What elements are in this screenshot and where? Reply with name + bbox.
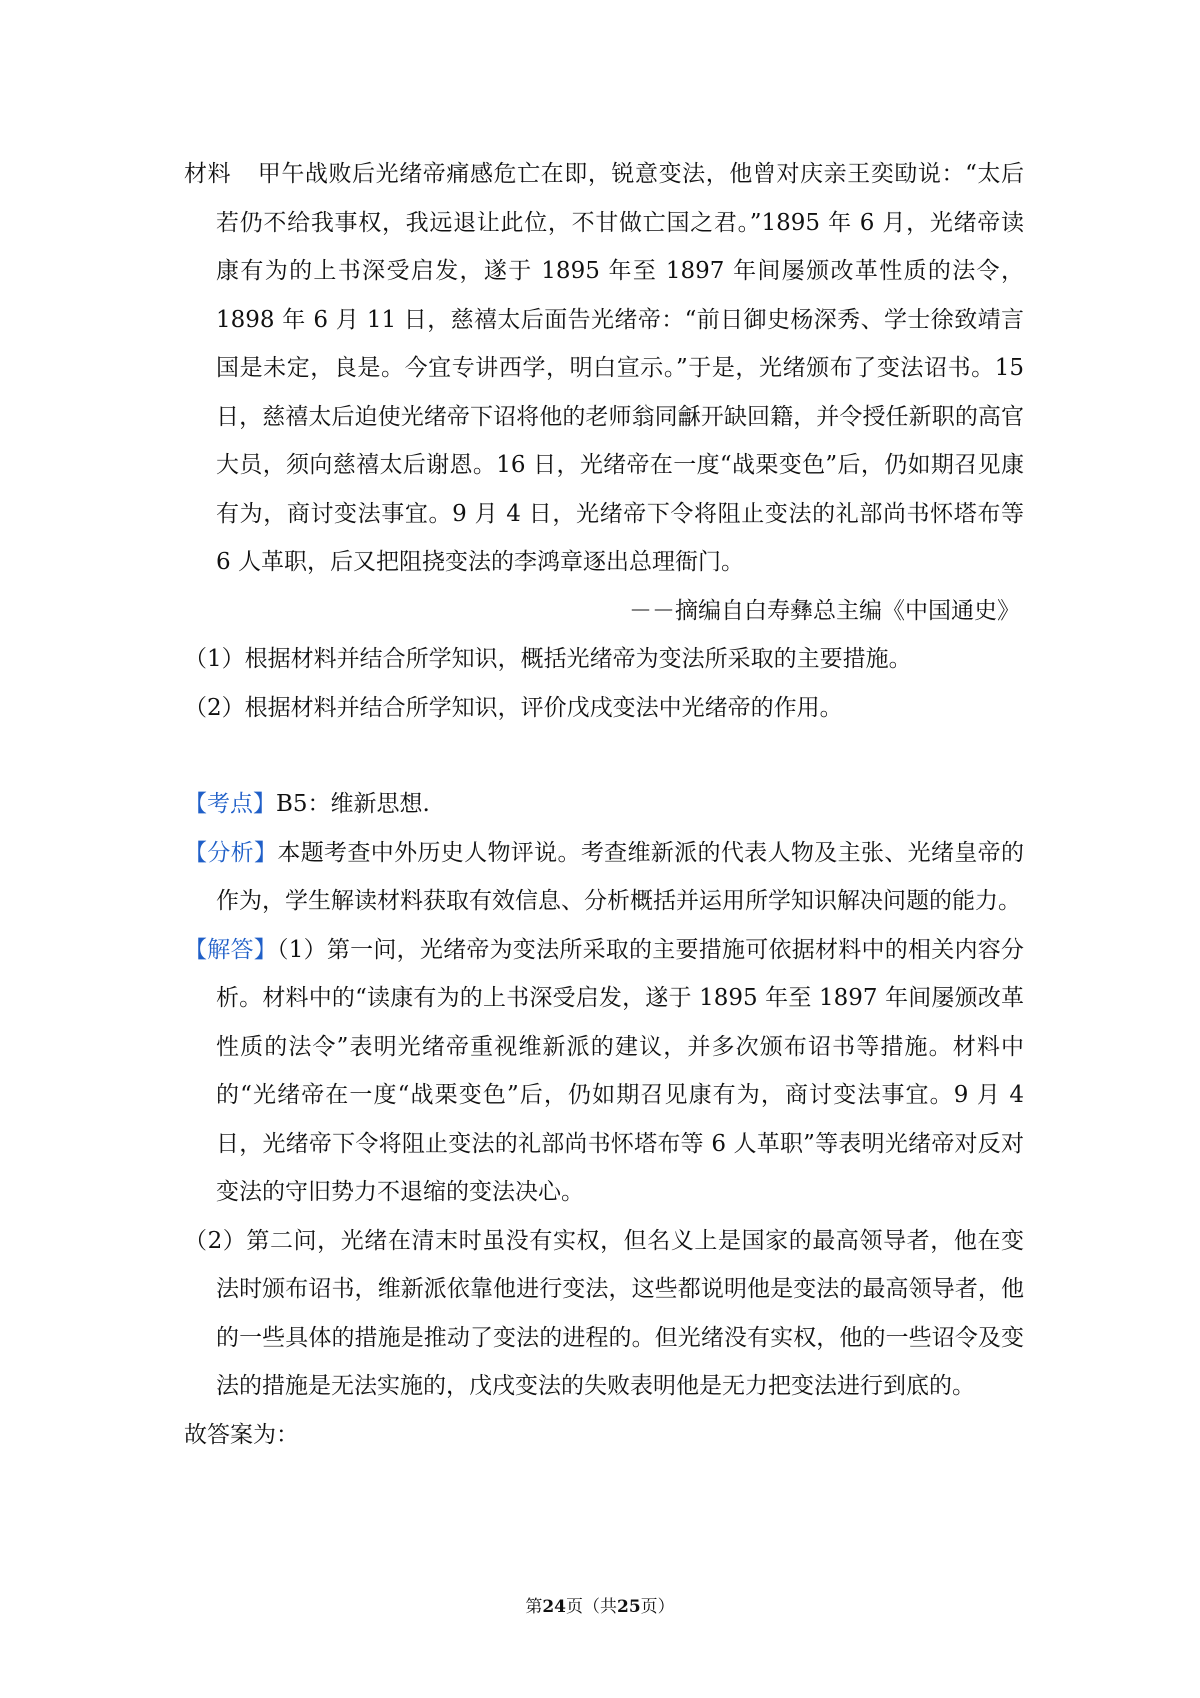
footer-prefix: 第 bbox=[525, 1597, 543, 1617]
fenxi-text: 本题考查中外历史人物评说。考查维新派的代表人物及主张、光绪皇帝的作为，学生解读材料获取有效信息、分析概括并运用所学知识解决问题的能力。 bbox=[216, 839, 1025, 914]
fenxi-tag: 【分析】 bbox=[184, 839, 278, 866]
jieda-part2: （2）第二问，光绪在清末时虽没有实权，但名义上是国家的最高领导者，他在变法时颁布诏书，维新派依靠他进行变法，这些都说明他是变法的最高领导者，他的一些具体的措施是推动了变法的进程的。但光绪没有实权，他的一些诏令及变法的措施是无法实施的，戊戌变法的失败表明他是无力把变法进行到底的。 bbox=[184, 1227, 1024, 1399]
question-2: （2）根据材料并结合所学知识，评价戊戌变法中光绪帝的作用。 bbox=[184, 694, 843, 721]
kaodian-tag: 【考点】 bbox=[184, 791, 276, 817]
footer-total-pages: 25 bbox=[617, 1597, 641, 1617]
kaodian-text: B5：维新思想. bbox=[276, 791, 430, 817]
material-text: 甲午战败后光绪帝痛感危亡在即，锐意变法，他曾对庆亲王奕劻说：“太后若仍不给我事权，我远退让此位，不甘做亡国之君。”1895 年 6 月，光绪帝读康有为的上书深受启发，遂于 1895 年至 1897 年间屡颁改革性质的法令，1898 年 6 月 11 日，慈禧太后面告光绪帝：“前日御史杨深秀、学士徐致靖言国是未定，良是。今宜专讲西学，明白宣示。”于是，光绪颁布了变法诏书。15 日，慈禧太后迫使光绪帝下诏将他的老师翁同龢开缺回籍，并令授任新职的高官大员，须向慈禧太后谢恩。16 日，光绪帝在一度“战栗变色”后，仍如期召见康有为，商讨变法事宜。9 月 4 日，光绪帝下令将阻止变法的礼部尚书怀塔布等 6 人革职，后又把阻挠变法的李鸿章逐出总理衙门。 bbox=[216, 161, 1024, 575]
material-source: －－摘编自白寿彝总主编《中国通史》 bbox=[629, 597, 1020, 624]
conclusion-text: 故答案为： bbox=[184, 1421, 299, 1448]
fenxi-section bbox=[184, 829, 1024, 926]
material-paragraph bbox=[184, 150, 1024, 587]
kaodian-section bbox=[184, 780, 1024, 829]
page-footer bbox=[0, 1592, 1200, 1617]
footer-suffix: 页） bbox=[640, 1597, 675, 1617]
section-spacer bbox=[184, 732, 1024, 780]
material-label: 材料 bbox=[184, 161, 232, 187]
jieda-tag: 【解答】 bbox=[184, 936, 277, 963]
jieda-part1: （1）第一问，光绪帝为变法所采取的主要措施可依据材料中的相关内容分析。材料中的“读康有为的上书深受启发，遂于 1895 年至 1897 年间屡颁改革性质的法令”表明光绪帝重视维新派的建议，并多次颁布诏书等措施。材料中的“光绪帝在一度“战栗变色”后，仍如期召见康有为，商讨变法事宜。9 月 4 日，光绪帝下令将阻止变法的礼部尚书怀塔布等 6 人革职”等表明光绪帝对反对变法的守旧势力不退缩的变法决心。 bbox=[216, 936, 1024, 1205]
footer-current-page: 24 bbox=[542, 1597, 566, 1617]
jieda-section bbox=[184, 926, 1024, 1217]
footer-middle: 页（共 bbox=[566, 1597, 617, 1617]
question-1: （1）根据材料并结合所学知识，概括光绪帝为变法所采取的主要措施。 bbox=[184, 646, 912, 672]
page-content bbox=[184, 150, 1024, 1459]
